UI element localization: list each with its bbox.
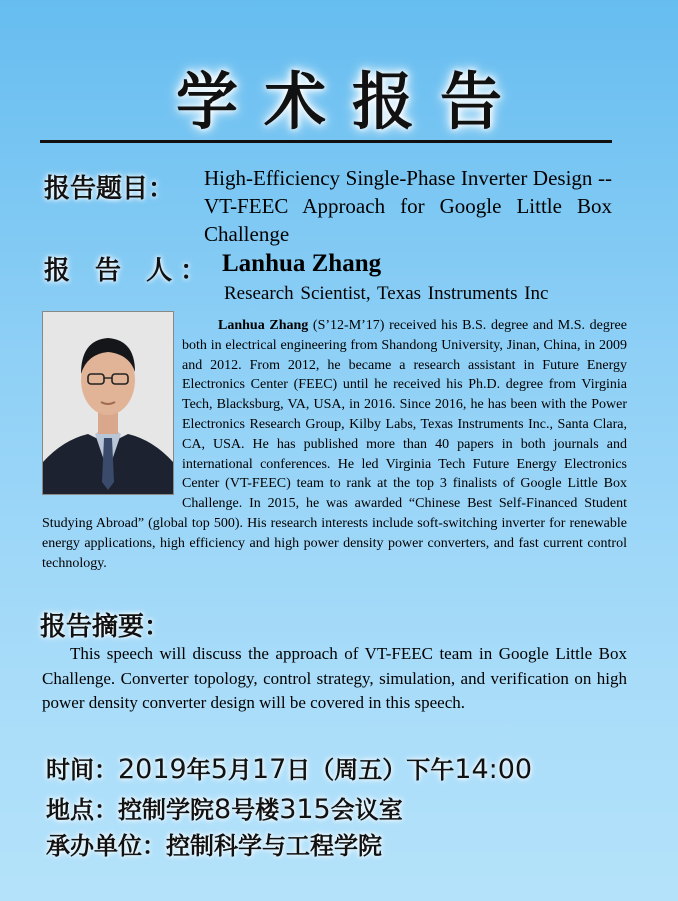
time-year: 2019 xyxy=(118,754,187,785)
host-row xyxy=(46,826,382,861)
bio-name: Lanhua Zhang xyxy=(218,318,309,333)
host-label: 承办单位： xyxy=(46,831,166,860)
title-divider xyxy=(40,140,612,143)
place-row: 地点：控制学院8号楼315会议室 xyxy=(46,794,403,825)
topic-label: 报告题目： xyxy=(44,174,175,204)
abstract-label: 报告摘要： xyxy=(40,612,171,642)
host-value: 控制科学与工程学院 xyxy=(166,831,382,860)
time-day: 17 xyxy=(251,754,287,785)
time-hour: 14:00 xyxy=(454,754,533,785)
talk-title: High-Efficiency Single-Phase Inverter Design --VT-FEEC Approach for Google Little Box Challenge xyxy=(204,166,612,246)
poster-title: 学术报告 xyxy=(175,65,528,138)
speaker-bio xyxy=(42,316,627,573)
bio-text: (S’12-M’17) received his B.S. degree and M.S. degree both in electrical engineering from Shandong University, Jinan, China, in 2009 and 2012. From 2012, he became a research assistant in Future Energy Electronics Center (FEEC) until he received his Ph.D. degree from Virginia Tech, Blacksburg, VA, USA, in 2016. Since 2016, he has been with the Power Electronics Research Group, Kilby Labs, Texas Instruments Inc., Santa Clara, CA, USA. He has published more than 40 papers in both journals and international conferences. He led Virginia Tech Future Energy Electronics Center (VT-FEEC) team to rank at the top 3 finalists of Google Little Box Challenge. In 2015, he was awarded “Chinese Best Self-Financed Student Studying Abroad” (global top 500). His research interests include soft-switching inverter for renewable energy applications, high efficiency and high power density power converters, and fast current control technology. xyxy=(42,318,627,571)
speaker-name: Lanhua Zhang xyxy=(222,250,382,277)
abstract-text: This speech will discuss the approach of VT-FEEC team in Google Little Box Challenge. Converter topology, control strategy, simulation, and verification on high power density converter design will be covered in this speech. xyxy=(42,644,627,712)
place-label: 地点： xyxy=(46,795,118,824)
time-label: 时间： xyxy=(46,755,118,784)
speaker-role: Research Scientist, Texas Instruments Inc xyxy=(224,283,549,304)
speaker-label: 报 告 人： xyxy=(44,256,215,286)
time-row: 时间：2019年5月17日（周五）下午14:00 xyxy=(46,754,533,785)
time-month: 5 xyxy=(210,754,228,785)
